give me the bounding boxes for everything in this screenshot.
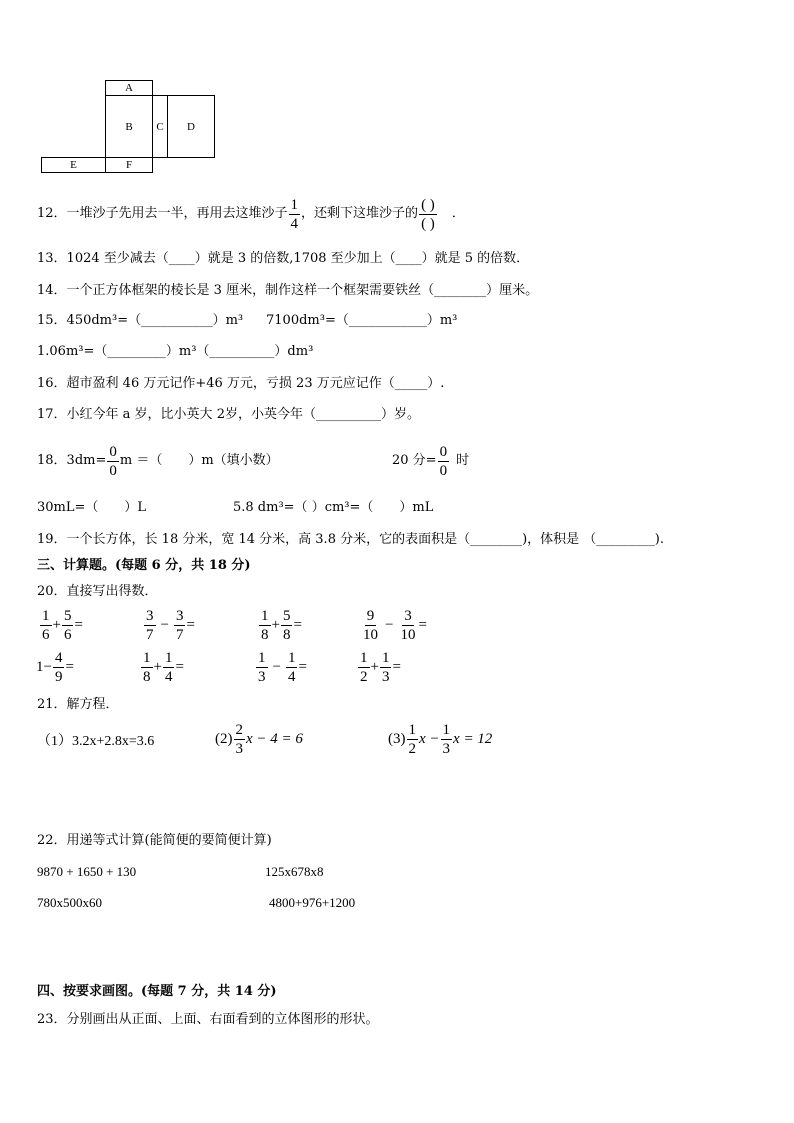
q18-left-den: 0 [109,462,117,479]
q12-answer-fraction [419,197,437,232]
calc3-b-num: 5 [282,608,291,624]
net-face-c: C [152,95,168,158]
calc6-b-num: 1 [164,650,173,666]
net-face-a: A [105,80,153,96]
calc4-b-num: 3 [404,608,412,624]
question-17: 17．小红今年 a 岁，比小英大 2岁，小英今年（__________）岁。 [37,407,420,422]
calc4-a-num: 9 [366,608,375,624]
calc2-a-num: 3 [146,608,154,624]
calc4-eq: = [418,617,427,633]
calc6-b-den: 4 [164,669,173,685]
calc1-b-num: 5 [63,608,72,624]
question-14: 14．一个正方体框架的棱长是 3 厘米，制作这样一个框架需要铁丝（________）厘米。 [37,283,539,298]
calc-22-d: 4800+976+1200 [269,895,356,910]
eq2-den: 3 [235,741,243,757]
calc8-op: + [370,659,379,675]
calc3-eq: = [293,617,302,633]
q12-fraction-den: 4 [290,215,299,232]
net-face-e: E [41,157,106,173]
q12-end: ． [451,206,465,221]
calc5-pre: 1− [36,659,52,675]
calc1-b-den: 6 [63,627,72,643]
eq2-post: x − 4 = 6 [246,731,303,747]
question-18-left [37,441,279,481]
calc3-a-den: 8 [261,627,269,643]
net-face-f: F [105,157,153,173]
eq2-num: 2 [235,722,243,738]
calc4-b-den: 10 [400,627,416,643]
calc1-eq: = [74,617,83,633]
q12-fraction-num: 1 [290,196,299,213]
calc7-b-den: 4 [287,669,296,685]
eq3-a-den: 2 [408,741,416,757]
question-23: 23．分别画出从正面、上面、右面看到的立体图形的形状。 [37,1012,379,1027]
calc-item-3 [258,608,302,643]
calc-item-8 [357,650,401,685]
q18-left-fraction [107,444,119,479]
calc8-eq: = [392,659,401,675]
q12-answer-num: ( ) [421,196,435,213]
net-face-d: D [167,95,215,158]
question-16: 16．超市盈利 46 万元记作+46 万元，亏损 23 万元应记作（_____）. [37,376,445,391]
eq3-b-den: 3 [442,741,451,757]
equation-1: （1）3.2x+2.8x=3.6 [37,734,155,749]
calc1-a-den: 6 [42,627,50,643]
calc8-a-den: 2 [360,669,368,685]
question-20: 20．直接写出得数． [37,584,158,599]
section-3-heading: 三、计算题。(每题 6 分，共 18 分) [37,558,251,573]
question-18-right [392,441,469,481]
calc7-op: − [272,659,281,675]
section-4-heading: 四、按要求画图。(每题 7 分，共 14 分) [37,984,277,999]
calc-22-b: 125x678x8 [265,864,324,879]
q12-text: 12．一堆沙子先用去一半，再用去这堆沙子 [37,206,288,221]
q12-text2: ，还剩下这堆沙子的 [301,206,419,221]
question-22: 22．用递等式计算(能简便的要简便计算) [37,833,272,848]
calc2-eq: = [186,617,195,633]
calc7-b-num: 1 [287,650,296,666]
calc2-a-den: 7 [146,627,154,643]
calc6-eq: = [175,659,184,675]
question-18-line2-right: 5.8 dm³=（ ）cm³=（ ）mL [233,500,434,515]
calc2-op: − [160,617,169,633]
eq3-a-num: 1 [408,722,416,738]
calc-item-7 [255,650,307,685]
question-12 [37,196,465,232]
q18-right-post: 时 [456,453,470,468]
calc5-b-num: 4 [54,650,63,666]
question-15-part2: 7100dm³=（____________）m³ [266,313,458,328]
calc8-b-den: 3 [381,669,390,685]
calc3-a-num: 1 [261,608,269,624]
q18-left-pre: 18．3dm= [37,453,107,468]
question-15-line2: 1.06m³=（_________）m³（__________）dm³ [37,344,314,359]
calc-item-6 [140,650,184,685]
calc1-a-num: 1 [42,608,50,624]
equation-2 [215,722,303,757]
calc6-op: + [153,659,162,675]
q12-answer-den: ( ) [421,215,435,232]
net-face-b: B [105,95,153,158]
calc-item-1 [39,608,83,643]
calc1-op: + [52,617,61,633]
q18-right-pre: 20 分= [392,453,437,468]
eq2-pre: (2) [215,731,233,747]
calc5-eq: = [65,659,74,675]
calc3-op: + [271,617,280,633]
q18-left-num: 0 [109,443,117,460]
q18-right-num: 0 [439,443,448,460]
calc7-a-num: 1 [258,650,266,666]
calc-item-2 [143,608,195,643]
q18-right-fraction [438,444,450,479]
eq3-pre: (3) [388,731,406,747]
equation-3 [388,722,492,757]
calc8-b-num: 1 [381,650,390,666]
calc-item-4 [360,608,427,643]
calc6-a-num: 1 [143,650,151,666]
question-21: 21．解方程． [37,697,119,712]
eq3-b-num: 1 [442,722,451,738]
q18-right-den: 0 [439,462,448,479]
calc4-a-den: 10 [363,627,378,643]
calc6-a-den: 8 [143,669,151,685]
eq3-mid: x − [419,731,440,747]
calc-22-a: 9870 + 1650 + 130 [37,864,137,879]
calc8-a-num: 1 [360,650,368,666]
calc-item-5 [36,650,74,685]
calc7-eq: = [298,659,307,675]
question-18-line2-left: 30mL=（ ）L [37,500,147,515]
q18-left-post: m ＝（ ）m（填小数） [119,453,279,468]
question-15-part1: 15．450dm³=（___________）m³ [37,313,244,328]
calc7-a-den: 3 [258,669,266,685]
eq3-post: x = 12 [453,731,493,747]
calc3-b-den: 8 [282,627,291,643]
q12-fraction [289,197,301,232]
calc4-op: − [385,617,394,633]
calc-22-c: 780x500x60 [37,895,102,910]
calc2-b-den: 7 [175,627,184,643]
question-19: 19．一个长方体，长 18 分米，宽 14 分米，高 3.8 分米，它的表面积是（________)，体积是 （_________). [37,532,665,547]
question-13: 13．1024 至少减去（____）就是 3 的倍数,1708 至少加上（____）就是 5 的倍数． [37,251,530,266]
calc2-b-num: 3 [175,608,184,624]
calc5-b-den: 9 [54,669,63,685]
